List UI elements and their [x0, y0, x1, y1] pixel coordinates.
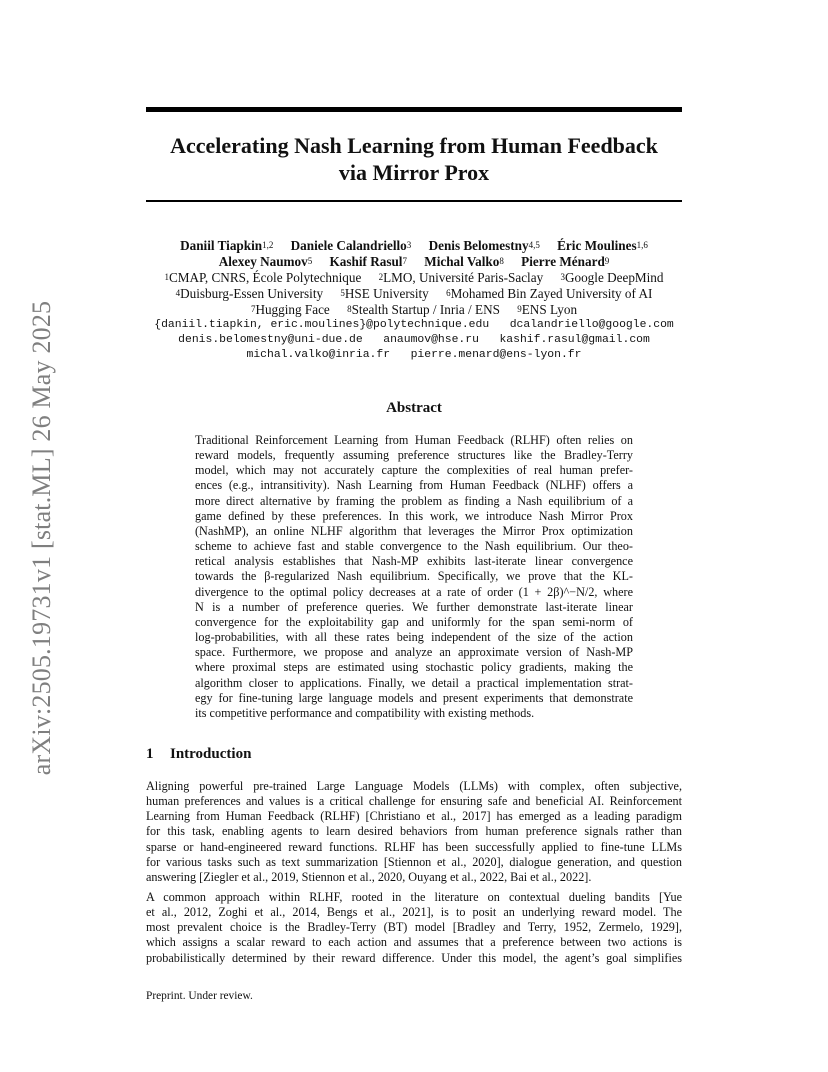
abstract-line: Traditional Reinforcement Learning from Human Feedback (RLHF) often relies on [195, 433, 633, 447]
author-sup: 4,5 [528, 240, 540, 250]
author-sup: 3 [406, 240, 412, 250]
abstract-line: ences (e.g., intransitivity). Nash Learning from Human Feedback (NLHF) offers a [195, 478, 633, 493]
body-line: sparse or hand-engineered reward functions. RLHF has been successfully applied to fine-tune LLMs [146, 839, 682, 854]
title-bottom-rule [146, 200, 682, 202]
affiliation: ENS Lyon [521, 302, 578, 317]
author-sup: 5 [307, 256, 313, 266]
author-sup: 9 [604, 256, 610, 266]
abstract-line: reward models, frequently assuming preference structures like the Bradley-Terry [195, 448, 633, 463]
section-number: 1 [146, 746, 154, 762]
affiliation: Duisburg-Essen University [180, 286, 324, 301]
author-name: Daniele Calandriello [290, 238, 407, 253]
affiliation: Google DeepMind [564, 270, 664, 285]
abstract-heading: Abstract [386, 400, 442, 416]
affiliation-sup: 1 [164, 272, 169, 282]
arxiv-stamp-text: arXiv:2505.19731v1 [stat.ML] 26 May 2025 [27, 300, 56, 776]
body-line: most prevalent choice is the Bradley-Terry (BT) model [Bradley and Terry, 1952, Zermelo, 1929], [146, 920, 682, 935]
affiliation-sup: 2 [378, 272, 384, 282]
abstract-line: its competitive performance and compatibility with existing methods. [195, 705, 535, 720]
affiliation-sup: 3 [560, 272, 565, 282]
author-sup: 1,6 [636, 240, 648, 250]
body-line: human preferences and values is a critical challenge for ensuring safe and beneficial AI. Reinforcement [146, 794, 682, 809]
affiliation: Hugging Face [255, 302, 330, 317]
affiliation: LMO, Université Paris-Saclay [383, 270, 544, 285]
author-name: Kashif Rasul [329, 254, 403, 269]
intro-paragraph-2 [146, 890, 682, 966]
author-sup: 8 [499, 256, 504, 266]
abstract-line: where proximal steps are estimated using stochastic policy gradients, making the [195, 660, 633, 675]
affiliation-row-2 [120, 286, 708, 302]
author-name: Éric Moulines [557, 238, 637, 253]
body-line: probabilistically determined by their reward difference. Under this model, the agent’s goal simplifies [146, 950, 682, 965]
author-row-1 [120, 238, 708, 254]
author-name: Michal Valko [424, 254, 500, 269]
affiliation-sup: 8 [347, 304, 352, 314]
abstract-line: convergence for the exploitability gap and uniformly for the span semi-norm of [195, 614, 633, 629]
title-top-rule [146, 107, 682, 112]
paper-title-line-2: via Mirror Prox [338, 160, 490, 185]
body-line: for various tasks such as text summarization [Stiennon et al., 2020], dialogue generation, and question [146, 854, 682, 869]
abstract-line: log-probabilities, with all these rates being independent of the size of the action [195, 630, 633, 645]
author-name: Alexey Naumov [218, 254, 308, 269]
abstract-line: scheme to achieve fast and stable convergence to the Nash equilibrium. Our theo- [195, 539, 633, 554]
email-line-2: denis.belomestny@uni-due.de anaumov@hse.ru kashif.rasul@gmail.com [178, 334, 650, 346]
affiliation-sup: 6 [446, 288, 451, 298]
affiliation-row-1 [120, 270, 708, 286]
section-title: Introduction [170, 746, 252, 762]
body-line: et al., 2012, Zoghi et al., 2014, Bengs et al., 2021], is to posit an underlying reward model. The [146, 905, 682, 920]
body-line: A common approach within RLHF, rooted in the literature on contextual dueling bandits [Yue [146, 890, 682, 904]
affiliation: HSE University [344, 286, 429, 301]
affiliation: Stealth Startup / Inria / ENS [351, 302, 500, 317]
affiliation: CMAP, CNRS, École Polytechnique [169, 270, 362, 285]
abstract-line: model, which may not accurately capture the complexities of real human prefer- [195, 463, 633, 478]
author-name: Daniil Tiapkin [180, 238, 263, 253]
abstract-line: N is a number of preference queries. We further demonstrate last-iterate linear [195, 599, 633, 614]
paper-title-line-1: Accelerating Nash Learning from Human Feedback [170, 133, 658, 158]
body-line: which assigns a scalar reward to each action and assumes that a preference between two actions is [146, 935, 682, 950]
abstract-line: (NashMP), an online NLHF algorithm that leverages the Mirror Prox optimization [195, 523, 633, 538]
author-row-2 [120, 254, 708, 270]
abstract-line: algorithm closer to applications. Finally, we detail a practical implementation strat- [195, 675, 633, 690]
abstract-line: game defined by these preferences. In this work, we introduce Nash Mirror Prox [195, 508, 633, 523]
body-line: answering [Ziegler et al., 2019, Stiennon et al., 2020, Ouyang et al., 2022, Bai et al., 2022]. [146, 869, 592, 884]
affiliation-sup: 9 [517, 304, 522, 314]
abstract-line: egy for fine-tuning large language models and present experiments that demonstrate [195, 690, 633, 705]
author-sup: 7 [402, 256, 407, 266]
footer-note: Preprint. Under review. [146, 990, 253, 1002]
body-line: for this task, enabling agents to learn desired behaviors from human preference signals rather than [146, 824, 682, 839]
author-name: Denis Belomestny [428, 238, 529, 253]
author-sup: 1,2 [262, 240, 274, 250]
affiliation: Mohamed Bin Zayed University of AI [450, 286, 653, 301]
abstract-line: retical analysis establishes that Nash-MP exhibits last-iterate linear convergence [195, 554, 633, 569]
abstract-line: towards the β-regularized Nash equilibrium. Specifically, we prove that the KL- [195, 569, 633, 584]
affiliation-sup: 7 [250, 304, 256, 314]
affiliation-row-3 [120, 302, 708, 318]
abstract-body [195, 433, 633, 721]
email-line-1: {daniil.tiapkin, eric.moulines}@polytechnique.edu dcalandriello@google.com [154, 319, 674, 331]
email-line-3: michal.valko@inria.fr pierre.menard@ens-lyon.fr [246, 349, 582, 361]
intro-paragraph-1 [146, 779, 682, 885]
abstract-line: space. Furthermore, we propose and analyze an approximate version of Nash-MP [195, 645, 633, 660]
abstract-line: divergence to the optimal policy decreases at a rate of order (1 + 2β)^−N/2, where [195, 584, 633, 599]
body-line: Aligning powerful pre-trained Large Language Models (LLMs) with complex, often subjective, [146, 779, 682, 793]
affiliation-sup: 5 [340, 288, 345, 298]
abstract-line: more direct alternative by framing the problem as finding a Nash equilibrium of a [195, 493, 633, 508]
section-heading-introduction [146, 746, 251, 763]
author-name: Pierre Ménard [521, 254, 605, 269]
body-line: Learning from Human Feedback (RLHF) [Christiano et al., 2017] has emerged as a leading paradigm [146, 809, 682, 824]
affiliation-sup: 4 [175, 288, 181, 298]
